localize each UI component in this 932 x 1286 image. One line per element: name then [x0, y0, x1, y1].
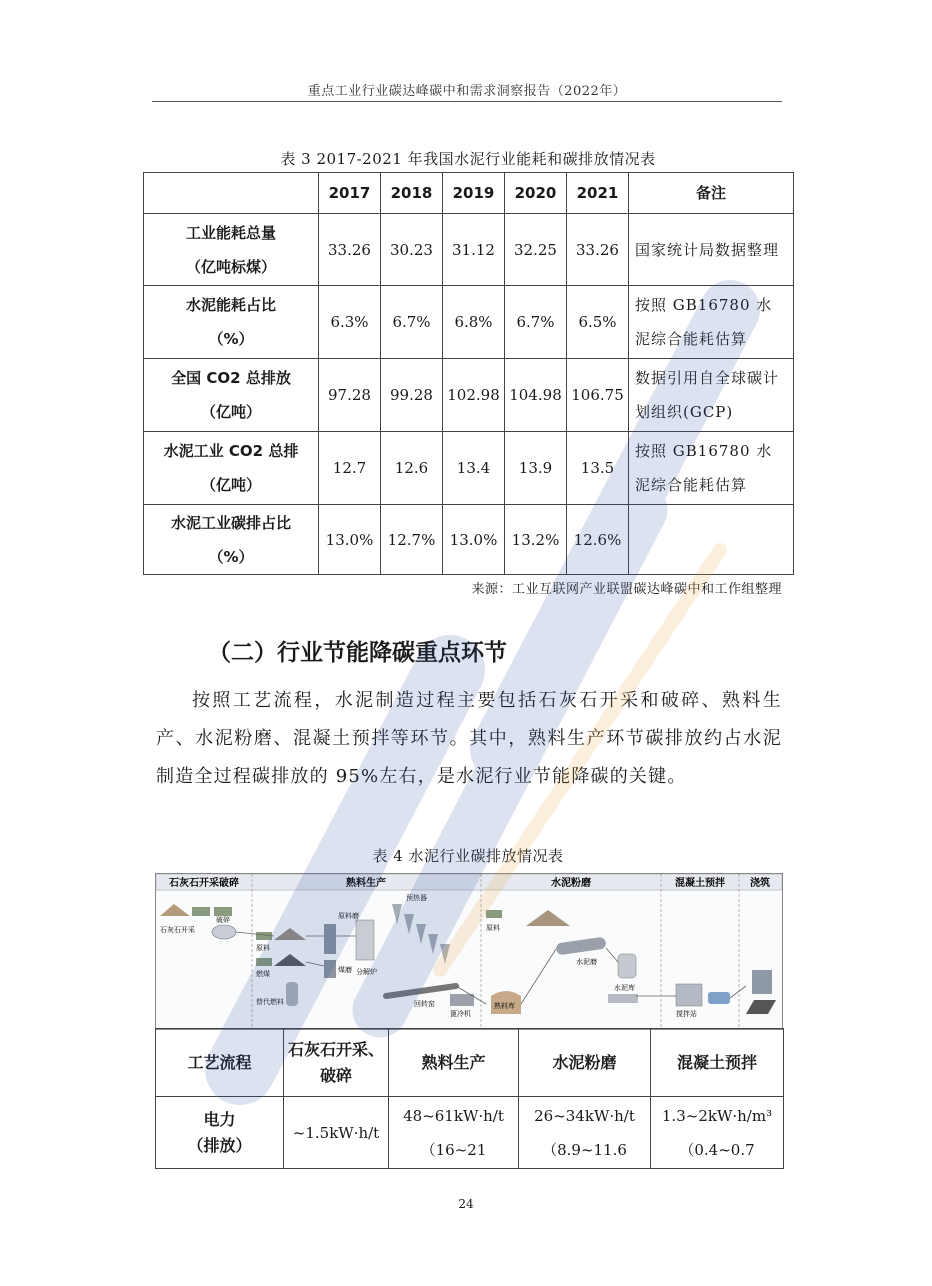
- cell-value: 26~34kW·h/t （8.9~11.6: [519, 1097, 651, 1169]
- header-cell: 混凝土预拌: [651, 1029, 784, 1097]
- header-cell-year: 2017: [319, 173, 381, 214]
- cell-value: 33.26: [319, 214, 381, 286]
- stage-label: 浇筑: [750, 878, 770, 889]
- stage-label: 石灰石开采破碎: [169, 878, 239, 889]
- cell-note: 按照 GB16780 水泥综合能耗估算: [629, 432, 794, 505]
- tanker-icon: [608, 994, 638, 1003]
- table-row: [144, 505, 794, 575]
- table-header-row: [156, 1029, 784, 1097]
- header-cell-note: 备注: [629, 173, 794, 214]
- header-cell-empty: [144, 173, 319, 214]
- header-cell: 工艺流程: [156, 1029, 284, 1097]
- stockpile-icon: [526, 910, 570, 926]
- table4-caption: 表 4 水泥行业碳排放情况表: [372, 847, 564, 865]
- energy-carbon-table: [143, 172, 794, 575]
- flow-arrows: [236, 932, 746, 1004]
- cell-value: 13.5: [567, 432, 629, 505]
- diagram-label: 替代燃料: [256, 998, 284, 1006]
- truck-icon: [256, 958, 272, 966]
- page-number: 24: [458, 1197, 474, 1211]
- cell-value: 102.98: [443, 359, 505, 432]
- header-cell-year: 2020: [505, 173, 567, 214]
- diagram-label: 原料: [486, 924, 500, 932]
- header-cell-year: 2021: [567, 173, 629, 214]
- stockpile-icon: [274, 954, 306, 966]
- quarry-icon: [160, 904, 190, 916]
- cell-value: 6.5%: [567, 286, 629, 359]
- diagram-label: 原料: [256, 944, 270, 952]
- cell-value: 12.6%: [567, 505, 629, 575]
- row-label: 水泥工业 CO2 总排 （亿吨）: [144, 432, 319, 505]
- cement-process-diagram: [155, 873, 783, 1030]
- cell-note: [629, 505, 794, 575]
- cell-value: 12.7%: [381, 505, 443, 575]
- truck-icon: [486, 910, 502, 918]
- table3-source: 来源：工业互联网产业联盟碳达峰碳中和工作组整理: [471, 582, 782, 597]
- cell-value: 1.3~2kW·h/m³ （0.4~0.7: [651, 1097, 784, 1169]
- cell-value: 6.3%: [319, 286, 381, 359]
- cell-value: 48~61kW·h/t （16~21: [389, 1097, 519, 1169]
- cell-value: 6.7%: [381, 286, 443, 359]
- row-label: 工业能耗总量 （亿吨标煤）: [144, 214, 319, 286]
- truck-icon: [256, 932, 272, 940]
- diagram-label: 水泥库: [614, 984, 635, 992]
- cell-value: 32.25: [505, 214, 567, 286]
- crusher-icon: [212, 925, 236, 939]
- cooler-icon: [450, 994, 474, 1006]
- cell-value: 30.23: [381, 214, 443, 286]
- raw-mill-icon: [324, 924, 336, 954]
- cell-value: 12.6: [381, 432, 443, 505]
- mixer-truck-icon: [708, 992, 730, 1004]
- diagram-label: 破碎: [216, 916, 230, 924]
- cell-note: 数据引用自全球碳计划组织(GCP): [629, 359, 794, 432]
- cement-emission-table: [155, 1028, 784, 1169]
- table-row: [144, 214, 794, 286]
- cell-value: 13.2%: [505, 505, 567, 575]
- header-cell: 石灰石开采、破碎: [284, 1029, 389, 1097]
- building-icon: [752, 970, 772, 994]
- mixing-station-icon: [676, 984, 702, 1006]
- cell-value: 33.26: [567, 214, 629, 286]
- header-rule: [152, 101, 782, 102]
- cell-value: 13.0%: [319, 505, 381, 575]
- table-row: [156, 1097, 784, 1169]
- running-header: 重点工业行业碳达峰碳中和需求洞察报告（2022年）: [307, 84, 627, 99]
- table-row: [144, 359, 794, 432]
- cell-note: 按照 GB16780 水泥综合能耗估算: [629, 286, 794, 359]
- header-cell-year: 2019: [443, 173, 505, 214]
- cell-value: 6.8%: [443, 286, 505, 359]
- diagram-label: 水泥磨: [576, 958, 597, 966]
- stockpile-icon: [274, 928, 306, 940]
- truck-icon: [214, 907, 232, 916]
- table-header-row: [144, 173, 794, 214]
- truck-icon: [192, 907, 210, 916]
- cell-note: 国家统计局数据整理: [629, 214, 794, 286]
- decomposer-icon: [356, 920, 374, 960]
- road-icon: [746, 1000, 776, 1014]
- diagram-label: 熟料库: [494, 1002, 515, 1010]
- stage-label: 水泥粉磨: [551, 878, 591, 889]
- cement-mill-icon: [555, 937, 606, 956]
- table-row: [144, 286, 794, 359]
- diagram-label: 篦冷机: [450, 1010, 471, 1018]
- rotary-kiln-icon: [386, 986, 456, 996]
- preheater-icon: [392, 904, 450, 964]
- header-cell: 熟料生产: [389, 1029, 519, 1097]
- cell-value: 106.75: [567, 359, 629, 432]
- cell-value: 99.28: [381, 359, 443, 432]
- diagram-label: 搅拌站: [676, 1010, 697, 1018]
- row-label: 电力 （排放）: [156, 1097, 284, 1169]
- diagram-label: 预热器: [406, 894, 427, 902]
- diagram-label: 回转窑: [414, 1000, 435, 1008]
- row-label: 水泥能耗占比 （%）: [144, 286, 319, 359]
- cell-value: 97.28: [319, 359, 381, 432]
- body-paragraph: 按照工艺流程，水泥制造过程主要包括石灰石开采和破碎、熟料生产、水泥粉磨、混凝土预拌等环节。其中，熟料生产环节碳排放约占水泥制造全过程碳排放的 95%左右，是水泥行业节能降碳的关键。: [156, 690, 782, 787]
- table-row: [144, 432, 794, 505]
- table3-caption: 表 3 2017-2021 年我国水泥行业能耗和碳排放情况表: [280, 150, 656, 168]
- cell-value: 13.9: [505, 432, 567, 505]
- stage-label: 熟料生产: [346, 878, 386, 889]
- section-title: （二）行业节能降碳重点环节: [208, 640, 507, 666]
- row-label: 全国 CO2 总排放 （亿吨）: [144, 359, 319, 432]
- cell-value: 104.98: [505, 359, 567, 432]
- diagram-label: 原料磨: [338, 912, 359, 920]
- diagram-label: 石灰石开采: [160, 926, 195, 934]
- cell-value: 31.12: [443, 214, 505, 286]
- cell-value: 13.4: [443, 432, 505, 505]
- cement-silo-icon: [618, 954, 636, 978]
- coal-mill-icon: [324, 960, 336, 978]
- diagram-label: 燃煤: [256, 970, 270, 978]
- diagram-label: 煤磨: [338, 966, 352, 974]
- diagram-label: 分解炉: [356, 968, 377, 976]
- cell-value: 13.0%: [443, 505, 505, 575]
- silo-icon: [286, 982, 298, 1006]
- cell-value: ~1.5kW·h/t: [284, 1097, 389, 1169]
- row-label: 水泥工业碳排占比 （%）: [144, 505, 319, 575]
- header-cell-year: 2018: [381, 173, 443, 214]
- cell-value: 12.7: [319, 432, 381, 505]
- stage-label: 混凝土预拌: [675, 878, 725, 889]
- cell-value: 6.7%: [505, 286, 567, 359]
- header-cell: 水泥粉磨: [519, 1029, 651, 1097]
